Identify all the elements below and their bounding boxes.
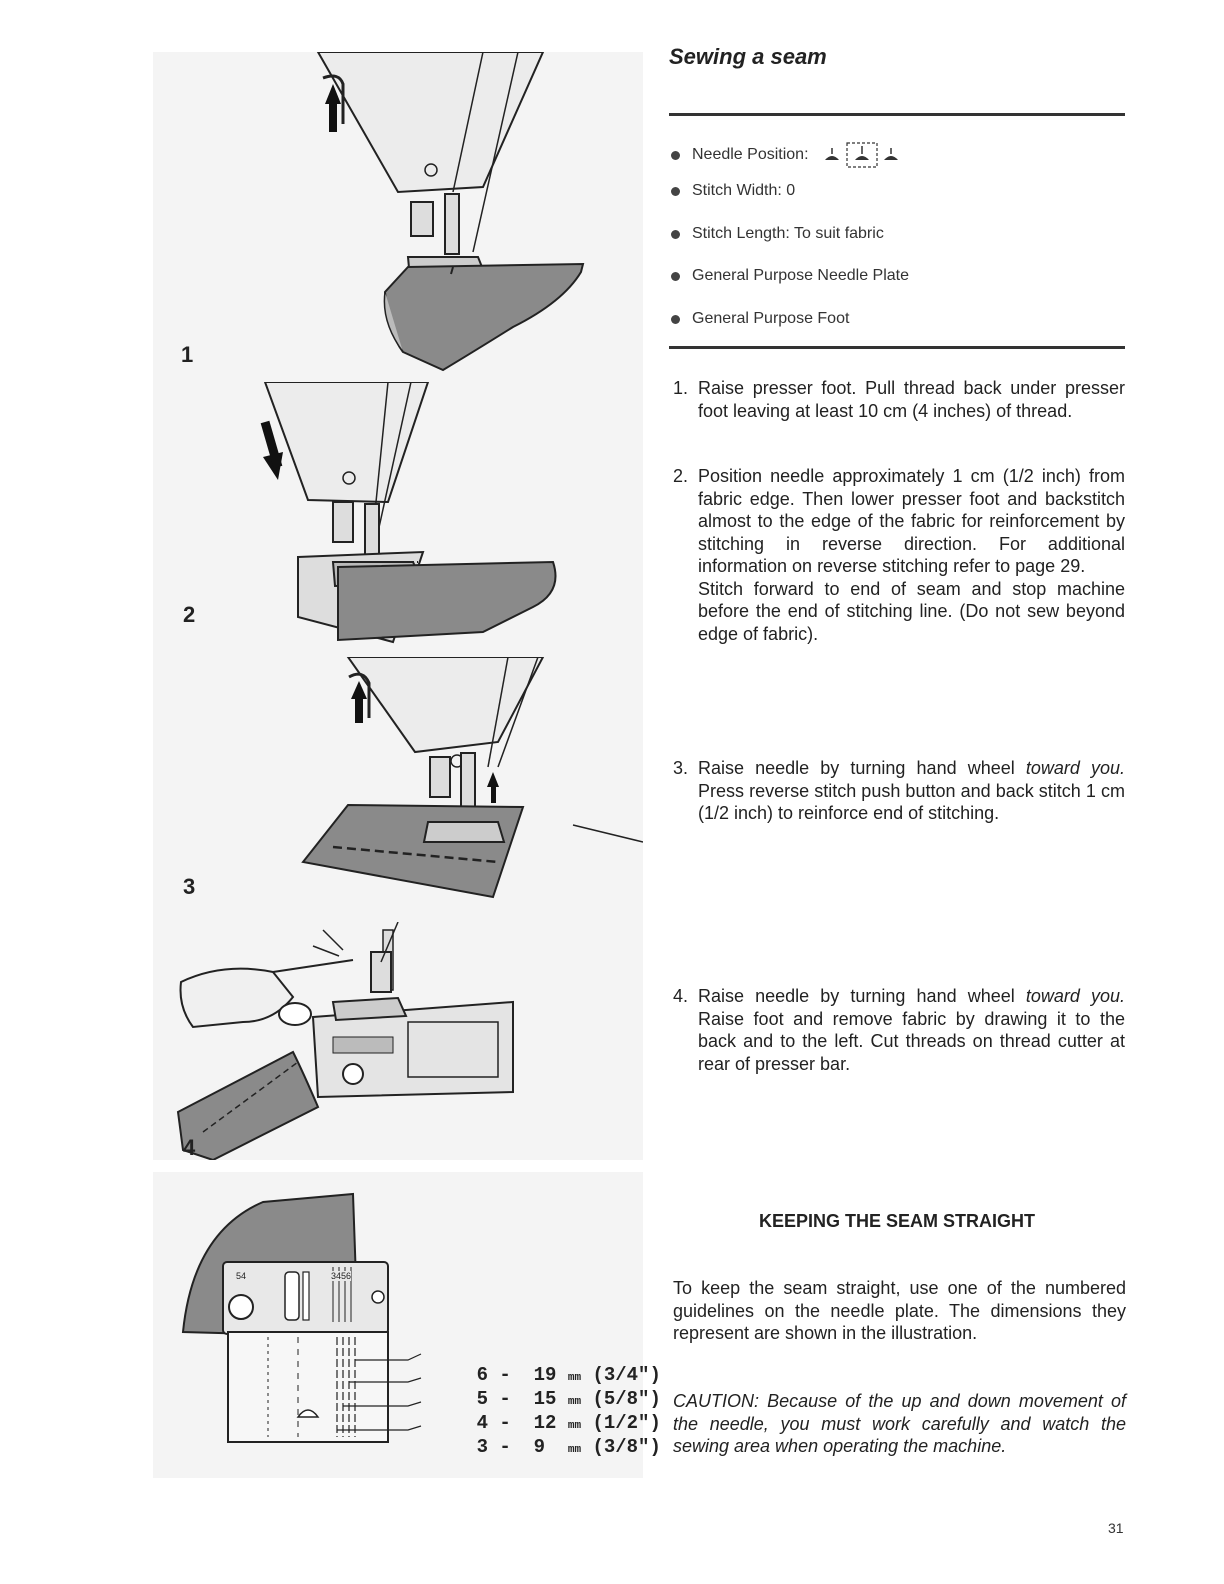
step-text-continued: Stitch forward to end of seam and stop machine before the end of stitching line. (Do not sew beyond edge of fabric). <box>698 578 1125 644</box>
step-text-after: Raise foot and remove fabric by drawing it to the back and to the left. Cut threads on thread cutter at rear of presser bar. <box>698 1008 1125 1074</box>
step-2 <box>673 465 1125 645</box>
caution-paragraph: CAUTION: Because of the up and down movement of the needle, you must work carefully and watch the sewing area when operating the machine. <box>673 1391 1126 1456</box>
guide-mm: 9 <box>533 1436 546 1458</box>
top-divider <box>669 113 1125 116</box>
figure-4-drawing <box>153 922 643 1160</box>
guide-inch: (1/2") <box>592 1412 661 1434</box>
guide-number: 6 <box>476 1364 489 1386</box>
step-number: 2. <box>673 466 689 486</box>
step-text-after: Press reverse stitch push button and back stitch 1 cm (1/2 inch) to reinforce end of stitching. <box>698 780 1125 823</box>
guideline-row: 4 - 12 mm (1/2") <box>476 1412 661 1434</box>
step-1 <box>673 377 1125 422</box>
figure-1-raise-foot <box>153 52 643 382</box>
guide-unit: mm <box>567 1396 582 1408</box>
guide-number: 3 <box>476 1436 489 1458</box>
step-number: 4. <box>673 986 689 1006</box>
step-text: Raise presser foot. Pull thread back under presser foot leaving at least 10 cm (4 inches) of thread. <box>698 378 1125 421</box>
setting-stitch-length <box>671 225 884 243</box>
guide-mm: 12 <box>533 1412 557 1434</box>
step-number: 1. <box>673 378 689 398</box>
figure-needle-plate-guidelines <box>153 1172 661 1478</box>
section-heading-seam-straight: KEEPING THE SEAM STRAIGHT <box>758 1211 1036 1231</box>
bullet-icon <box>671 315 680 324</box>
bullet-icon <box>671 272 680 281</box>
guide-inch: (5/8") <box>592 1388 661 1410</box>
figure-label-2: 2 <box>183 602 196 627</box>
setting-label: Stitch Width: 0 <box>692 182 796 199</box>
step-text: Raise needle by turning hand wheel <box>698 986 1026 1006</box>
figure-label-4: 4 <box>183 1135 196 1160</box>
page-title: Sewing a seam <box>669 44 827 69</box>
guide-unit: mm <box>567 1372 582 1384</box>
step-3 <box>673 757 1125 825</box>
bullet-icon <box>671 230 680 239</box>
setting-needle-plate <box>671 267 909 285</box>
guideline-row: 6 - 19 mm (3/4") <box>476 1364 661 1386</box>
step-emphasis: toward you. <box>1025 986 1125 1006</box>
step-text: Position needle approximately 1 cm (1/2 inch) from fabric edge. Then lower presser foot and backstitch almost to the edge of the fabric for reinforcement by stitching in reverse direction. For additional information on reverse stitching refer to page 29. <box>698 466 1125 576</box>
step-4 <box>673 985 1125 1075</box>
plate-marking-right: 3456 <box>331 1271 352 1281</box>
figure-3-raise-needle <box>153 657 643 922</box>
guideline-row: 5 - 15 mm (5/8") <box>476 1388 661 1410</box>
guideline-row: 3 - 9 mm (3/8") <box>476 1436 661 1458</box>
guide-mm: 19 <box>533 1364 557 1386</box>
setting-stitch-width <box>671 182 795 200</box>
figure-label-1: 1 <box>181 342 194 367</box>
bullet-icon <box>671 187 680 196</box>
setting-label: Stitch Length: To suit fabric <box>692 225 884 242</box>
plate-marking-left: 54 <box>236 1271 247 1281</box>
figure-4-remove-fabric <box>153 922 643 1160</box>
figure-label-3: 3 <box>183 874 196 899</box>
guide-inch: (3/8") <box>592 1436 661 1458</box>
setting-label: Needle Position: <box>692 146 809 163</box>
bullet-icon <box>671 151 680 160</box>
figure-2-position-needle <box>153 382 643 657</box>
setting-needle-position <box>671 140 917 170</box>
guide-unit: mm <box>567 1444 582 1456</box>
setting-foot <box>671 310 849 328</box>
page-number: 31 <box>1108 1520 1124 1536</box>
seam-straight-paragraph: To keep the seam straight, use one of the numbered guidelines on the needle plate. The dimensions they represent are shown in the illustration. <box>673 1278 1126 1343</box>
setting-label: General Purpose Needle Plate <box>692 267 910 284</box>
setting-label: General Purpose Foot <box>692 310 850 327</box>
step-number: 3. <box>673 758 689 778</box>
guide-mm: 15 <box>533 1388 557 1410</box>
guide-number: 4 <box>476 1412 489 1434</box>
figure-3-drawing <box>153 657 643 922</box>
step-emphasis: toward you. <box>1025 758 1125 778</box>
guide-number: 5 <box>476 1388 489 1410</box>
guide-unit: mm <box>567 1420 582 1432</box>
step-text: Raise needle by turning hand wheel <box>698 758 1026 778</box>
bottom-divider <box>669 346 1125 349</box>
needle-position-icon <box>817 140 917 170</box>
figure-1-drawing <box>153 52 643 382</box>
guide-inch: (3/4") <box>592 1364 661 1386</box>
figure-2-drawing <box>153 382 643 657</box>
